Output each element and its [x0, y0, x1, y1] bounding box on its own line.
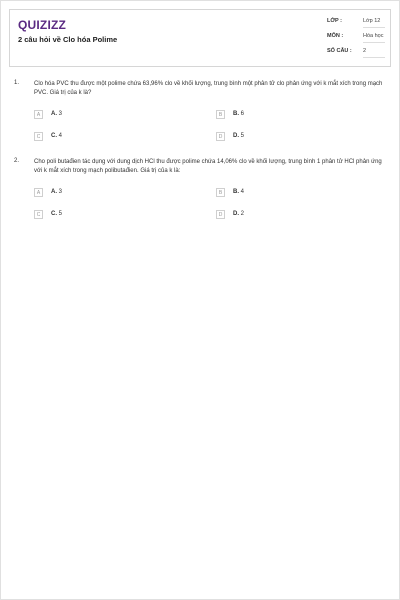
quiz-title: 2 câu hỏi về Clo hóa Polime	[18, 35, 118, 44]
option-checkbox[interactable]: C	[34, 132, 43, 141]
worksheet-header	[9, 9, 391, 67]
question-number: 2.	[14, 158, 20, 164]
meta-grade-label: LỚP :	[327, 18, 342, 24]
option-checkbox[interactable]: D	[216, 132, 225, 141]
option-checkbox[interactable]: B	[216, 188, 225, 197]
meta-subject-label: MÔN :	[327, 33, 344, 39]
meta-grade-value: Lớp 12	[363, 18, 381, 24]
quizizz-logo: QUIZIZZ	[18, 18, 67, 32]
option-checkbox[interactable]: C	[34, 210, 43, 219]
option-label: C. 5	[51, 211, 63, 217]
meta-question-count-underline	[363, 57, 385, 58]
option-label: C. 4	[51, 133, 63, 139]
meta-subject-value: Hóa học	[363, 33, 384, 39]
meta-question-count-label: SỐ CÂU :	[327, 48, 352, 54]
option-checkbox[interactable]: A	[34, 110, 43, 119]
meta-question-count-value: 2	[363, 48, 367, 54]
option-label: A. 3	[51, 189, 63, 195]
meta-grade-underline	[363, 27, 385, 28]
question-text: Cho poli butađien tác dụng với dung dịch HCl thu được polime chứa 14,06% clo về khối lượng, trung bình 1 phân tử HCl phản ứng với k mắt xích trong mạch polibutađien. Giá trị của k là:	[34, 159, 382, 174]
option-label: B. 4	[233, 189, 245, 195]
question-text: Clo hóa PVC thu được một polime chứa 63,96% clo về khối lượng, trung bình một phân tử clo phản ứng với k mắt xích trong mạch PVC. Giá trị của k là?	[34, 81, 383, 96]
option-label: B. 6	[233, 111, 245, 117]
option-checkbox[interactable]: B	[216, 110, 225, 119]
option-checkbox[interactable]: D	[216, 210, 225, 219]
option-label: D. 5	[233, 133, 245, 139]
option-label: A. 3	[51, 111, 63, 117]
meta-subject-underline	[363, 42, 385, 43]
option-checkbox[interactable]: A	[34, 188, 43, 197]
question-number: 1.	[14, 80, 20, 86]
option-label: D. 2	[233, 211, 245, 217]
